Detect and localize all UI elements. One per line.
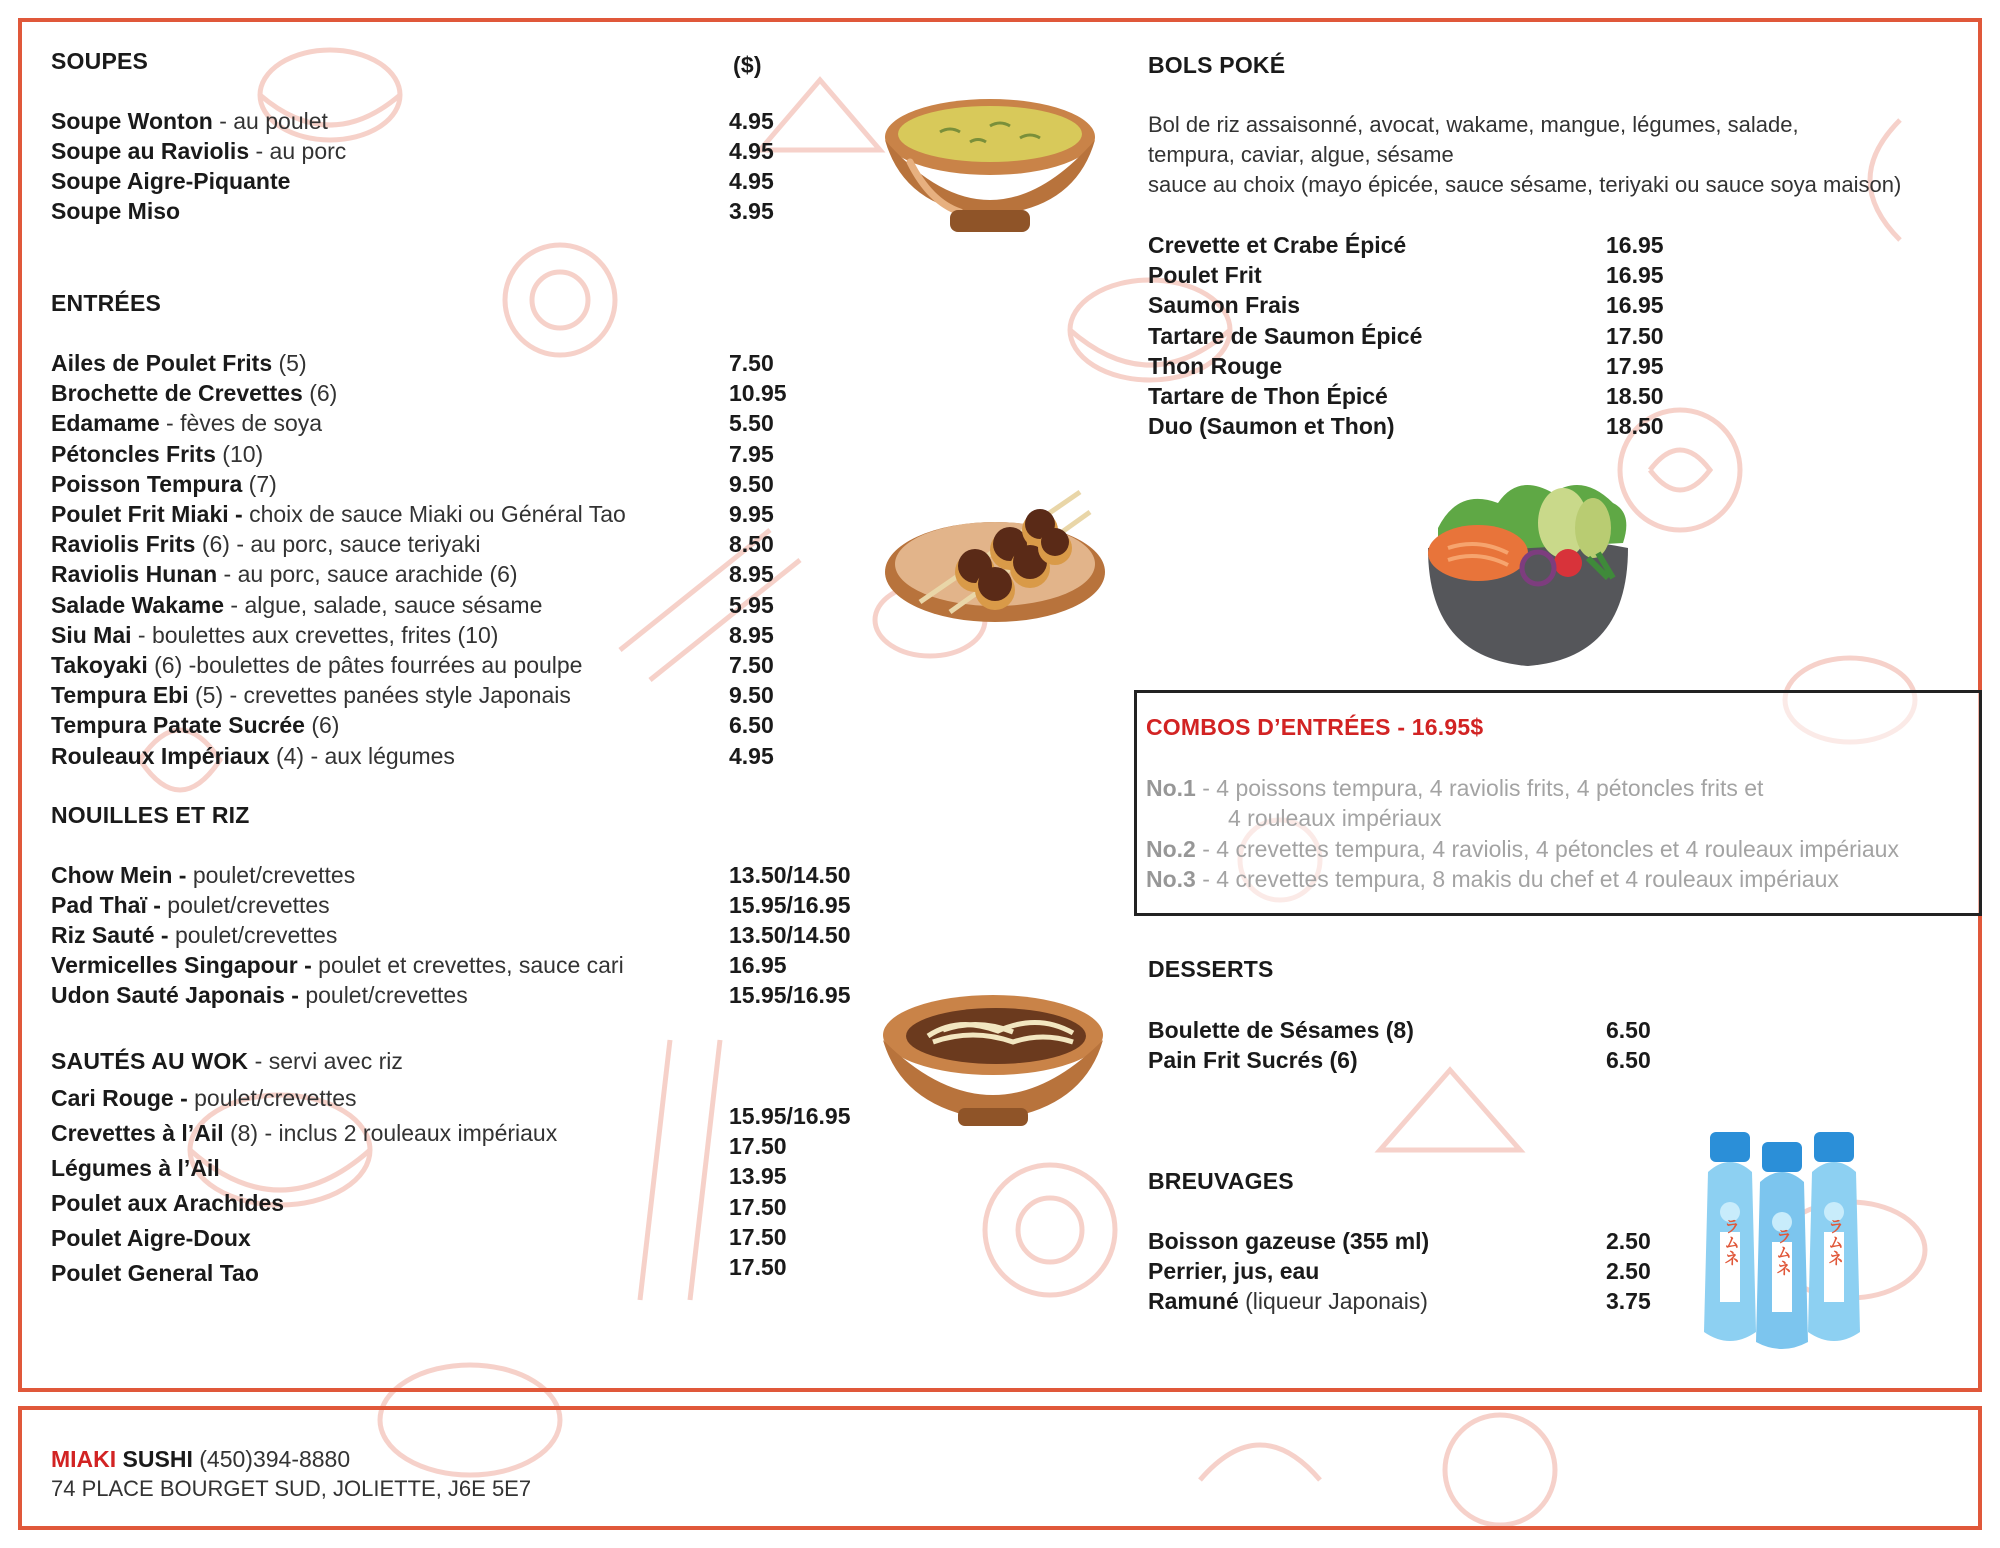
nouille-item-desc: poulet/crevettes (160, 892, 330, 918)
nouille-item-name: Vermicelles Singapour - (51, 952, 312, 978)
entree-item-name: Siu Mai (51, 621, 132, 648)
entree-item-price: 4.95 (729, 742, 774, 769)
nouille-item-price: 16.95 (729, 952, 787, 978)
nouille-item-name: Chow Mein - (51, 862, 187, 888)
nouille-item-desc: poulet/crevettes (168, 922, 338, 948)
nouille-item-price: 15.95/16.95 (729, 982, 851, 1008)
entree-item-name: Poisson Tempura (51, 470, 243, 497)
breuvage-item-desc: (liqueur Japonais) (1238, 1288, 1428, 1314)
soupe-item-name: Soupe Aigre-Piquante (51, 168, 291, 194)
entree-item-price: 7.50 (729, 652, 774, 678)
entree-item-name: Tempura Patate Sucrée (51, 712, 305, 739)
wok-item-name: Crevettes à l’Ail (51, 1120, 224, 1146)
entree-item-desc: (10) (215, 440, 264, 467)
poke-item-name: Thon Rouge (1148, 352, 1283, 379)
section-title-breuvages: BREUVAGES (1148, 1168, 1294, 1194)
breuvage-item-name: Perrier, jus, eau (1148, 1258, 1320, 1284)
entree-item-price: 6.50 (729, 712, 774, 739)
poke-description (1148, 110, 1968, 200)
entree-item-name: Brochette de Crevettes (51, 380, 303, 407)
section-title-combos: COMBOS D’ENTRÉES - 16.95$ (1146, 714, 1484, 740)
nouille-item-name: Riz Sauté - (51, 922, 169, 948)
entree-item-name: Ailes de Poulet Frits (51, 350, 273, 376)
wok-item-price: 17.50 (729, 1254, 787, 1280)
entree-item-price: 7.95 (729, 440, 774, 467)
poke-item-price: 17.95 (1606, 352, 1664, 379)
entree-item-name: Takoyaki (51, 652, 148, 678)
entree-item-desc: - algue, salade, sauce sésame (224, 591, 543, 618)
soup-bowl-icon (880, 82, 1100, 242)
entree-item-desc: (5) (272, 350, 307, 376)
entree-item-price: 9.50 (729, 682, 774, 709)
entree-item-desc: choix de sauce Miaki ou Général Tao (242, 501, 626, 527)
poke-item-price: 18.50 (1606, 383, 1664, 409)
soupe-item-desc: - au poulet (212, 108, 328, 134)
entree-item-price: 8.95 (729, 621, 774, 648)
entree-item-desc: (7) (242, 470, 277, 497)
entree-item-desc: (6) (304, 712, 340, 739)
poke-item-name: Tartare de Saumon Épicé (1148, 322, 1423, 349)
footer-brand-dark: SUSHI (116, 1446, 193, 1472)
section-title-wok: SAUTÉS AU WOK (51, 1048, 249, 1074)
nouille-item-price: 13.50/14.50 (729, 922, 851, 948)
nouille-item-desc: poulet/crevettes (298, 982, 468, 1008)
entree-item-name: Raviolis Frits (51, 531, 196, 558)
wok-item-name: Poulet aux Arachides (51, 1190, 285, 1216)
soupe-item-name: Soupe au Raviolis (51, 138, 250, 164)
wok-item-name: Cari Rouge - (51, 1085, 188, 1111)
wok-item-price: 17.50 (729, 1193, 787, 1220)
entree-item-desc: (6) (302, 380, 338, 407)
entree-item-name: Poulet Frit Miaki - (51, 501, 243, 527)
footer-brand-row (51, 1446, 350, 1473)
soupe-item-desc: - au porc (249, 138, 347, 164)
poke-item-price: 18.50 (1606, 413, 1664, 440)
dessert-item-price: 6.50 (1606, 1017, 1651, 1043)
wok-item-desc: (8) - inclus 2 rouleaux impériaux (223, 1120, 558, 1146)
breuvage-item-price: 3.75 (1606, 1288, 1651, 1314)
entree-item-name: Raviolis Hunan (51, 561, 218, 588)
wok-item-price: 15.95/16.95 (729, 1103, 851, 1129)
entree-item-name: Rouleaux Impériaux (51, 742, 270, 769)
entree-item-price: 7.50 (729, 350, 774, 376)
soupe-item-price: 4.95 (729, 168, 774, 194)
dessert-item-price: 6.50 (1606, 1047, 1651, 1073)
footer-address: 74 PLACE BOURGET SUD, JOLIETTE, J6E 5E7 (51, 1476, 532, 1501)
entree-item-desc: - fèves de soya (159, 410, 323, 437)
bottle-label-1: ラムネ (1721, 1218, 1739, 1266)
nouille-item-price: 13.50/14.50 (729, 862, 851, 888)
section-title-soupes: SOUPES (51, 48, 149, 74)
section-title-entrees: ENTRÉES (51, 290, 162, 316)
wok-item-price: 13.95 (729, 1163, 787, 1190)
soupe-item-price: 4.95 (729, 108, 774, 134)
poke-item-price: 16.95 (1606, 292, 1664, 319)
entree-item-price: 5.95 (729, 591, 774, 618)
bottle-label-3: ラムネ (1825, 1218, 1843, 1266)
entree-item-name: Salade Wakame (51, 591, 225, 618)
breuvage-item-price: 2.50 (1606, 1258, 1651, 1284)
entree-item-price: 9.50 (729, 470, 774, 497)
bottle-label-2: ラムネ (1773, 1228, 1791, 1276)
poke-item-price: 17.50 (1606, 322, 1664, 349)
breuvage-item-name: Boisson gazeuse (355 ml) (1148, 1228, 1430, 1254)
poke-item-name: Saumon Frais (1148, 292, 1301, 319)
section-title-wok-row (51, 1048, 403, 1075)
entree-item-price: 8.50 (729, 531, 774, 558)
poke-desc-line: Bol de riz assaisonné, avocat, wakame, mangue, légumes, salade, (1148, 112, 1799, 137)
nouille-item-desc: poulet et crevettes, sauce cari (311, 952, 624, 978)
soupe-item-price: 3.95 (729, 198, 774, 224)
entree-item-name: Tempura Ebi (51, 682, 189, 709)
poke-item-name: Crevette et Crabe Épicé (1148, 232, 1407, 258)
wok-item-name: Poulet Aigre-Doux (51, 1225, 251, 1251)
nouille-item-name: Pad Thaï - (51, 892, 161, 918)
wok-item-price: 17.50 (729, 1223, 787, 1250)
takoyaki-skewer-icon (880, 472, 1110, 632)
entree-item-price: 9.95 (729, 501, 774, 527)
poke-item-price: 16.95 (1606, 232, 1664, 258)
poke-bowl-icon (1418, 468, 1638, 668)
nouille-item-price: 15.95/16.95 (729, 892, 851, 918)
entree-item-desc: - au porc, sauce arachide (6) (217, 561, 518, 588)
poke-desc-line: sauce au choix (mayo épicée, sauce sésame, teriyaki ou sauce soya maison) (1148, 172, 1902, 197)
footer-phone: (450)394-8880 (192, 1446, 351, 1472)
entree-item-price: 10.95 (729, 380, 787, 407)
entree-item-price: 5.50 (729, 410, 774, 437)
section-title-desserts: DESSERTS (1148, 956, 1274, 982)
section-title-poke: BOLS POKÉ (1148, 52, 1286, 78)
wok-item-name: Poulet General Tao (51, 1260, 259, 1286)
noodle-bowl-icon (878, 980, 1108, 1130)
entree-item-desc: (6) -boulettes de pâtes fourrées au poulpe (147, 652, 583, 678)
poke-item-price: 16.95 (1606, 262, 1664, 289)
soupe-item-name: Soupe Wonton (51, 108, 213, 134)
entree-item-desc: (6) - au porc, sauce teriyaki (195, 531, 481, 558)
entree-item-price: 8.95 (729, 561, 774, 588)
entree-item-name: Pétoncles Frits (51, 440, 216, 467)
footer-brand-red: MIAKI (51, 1446, 117, 1472)
soupe-item-price: 4.95 (729, 138, 774, 164)
poke-item-name: Duo (Saumon et Thon) (1148, 413, 1395, 440)
breuvage-item-name: Ramuné (1148, 1288, 1239, 1314)
breuvage-item-price: 2.50 (1606, 1228, 1651, 1254)
wok-item-price: 17.50 (729, 1133, 787, 1160)
dessert-item-name: Boulette de Sésames (8) (1148, 1017, 1414, 1043)
entree-item-name: Edamame (51, 410, 160, 437)
ramune-bottles-icon (1700, 1132, 1865, 1352)
poke-item-name: Tartare de Thon Épicé (1148, 383, 1388, 409)
soupe-item-name: Soupe Miso (51, 198, 181, 224)
section-subtitle-wok: - servi avec riz (248, 1048, 403, 1074)
entree-item-desc: (5) - crevettes panées style Japonais (188, 682, 571, 709)
entree-item-desc: (4) - aux légumes (269, 742, 455, 769)
poke-desc-line: tempura, caviar, algue, sésame (1148, 142, 1454, 167)
nouille-item-desc: poulet/crevettes (186, 862, 356, 888)
section-title-nouilles: NOUILLES ET RIZ (51, 802, 250, 828)
entree-item-desc: - boulettes aux crevettes, frites (10) (131, 621, 499, 648)
dessert-item-name: Pain Frit Sucrés (6) (1148, 1047, 1358, 1073)
poke-item-name: Poulet Frit (1148, 262, 1262, 289)
wok-item-name: Légumes à l’Ail (51, 1155, 220, 1181)
wok-item-desc: poulet/crevettes (187, 1085, 357, 1111)
currency-header: ($) (733, 52, 762, 78)
nouille-item-name: Udon Sauté Japonais - (51, 982, 299, 1008)
